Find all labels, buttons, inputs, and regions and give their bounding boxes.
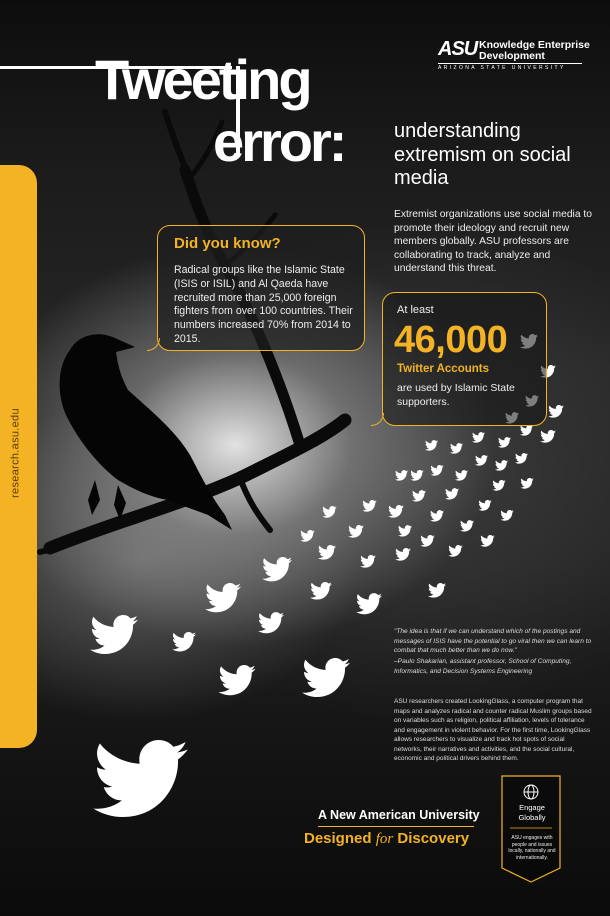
body-text: ASU researchers created LookingGlass, a computer program that maps and analyzes radical and counter radical Muslim groups based on variables such as religion, political affiliation, levels of tolerance and engagement in violent behavior. For the first time, LookingGlass allows researchers to visualize and track hot spots of social networks, their narratives and activities, and the social cultural, economic and political drivers behind them. xyxy=(394,698,592,762)
twitter-bird-icon xyxy=(495,460,508,471)
twitter-bird-icon xyxy=(412,490,426,501)
did-you-know-body: Radical groups like the Islamic State (ISIS or ISIL) and Al Qaeda have recruited more than 25,000 foreign fighters from over 100 countries. Their numbers increased 70% from 2014 to 2015. xyxy=(174,264,353,345)
twitter-bird-icon xyxy=(205,583,241,612)
twitter-bird-icon xyxy=(515,453,528,464)
crow-silhouette xyxy=(60,334,232,530)
logo-line2: Development xyxy=(479,50,545,62)
designed-for-discovery xyxy=(304,830,469,848)
twitter-bird-icon xyxy=(540,430,556,443)
twitter-bird-icon xyxy=(500,510,513,521)
twitter-bird-icon xyxy=(498,437,511,448)
twitter-bird-icon xyxy=(492,480,505,491)
stat-label: Twitter Accounts xyxy=(397,363,490,375)
twitter-bird-icon xyxy=(478,500,491,511)
twitter-bird-icon xyxy=(93,740,188,817)
page-title-line2: error: xyxy=(213,110,345,173)
twitter-bird-icon xyxy=(262,557,292,581)
twitter-bird-icon xyxy=(318,545,336,560)
twitter-bird-icon xyxy=(520,478,533,489)
quote-attribution: –Paulo Shakarian, assistant professor, School of Computing, Informatics, and Decision Systems Engineering xyxy=(394,658,572,675)
twitter-bird-icon xyxy=(475,455,488,466)
twitter-bird-icon xyxy=(520,425,533,436)
twitter-bird-icon xyxy=(448,545,462,557)
twitter-bird-icon xyxy=(302,658,350,697)
twitter-bird-icon xyxy=(472,432,485,443)
twitter-bird-icon xyxy=(420,535,434,547)
twitter-bird-icon xyxy=(410,470,423,481)
twitter-bird-icon xyxy=(322,506,336,518)
badge-title: Engage Globally xyxy=(518,803,546,822)
twitter-bird-icon xyxy=(480,535,494,547)
twitter-bird-icon xyxy=(300,530,314,542)
page-title-line1: Tweeting xyxy=(95,48,310,111)
twitter-bird-icon xyxy=(450,443,463,454)
twitter-bird-icon xyxy=(356,593,382,614)
logo-subline: ARIZONA STATE UNIVERSITY xyxy=(438,65,566,71)
twitter-bird-icon xyxy=(218,665,255,695)
twitter-bird-icon xyxy=(455,470,468,481)
twitter-bird-icon xyxy=(360,555,376,568)
designed-word: Designed xyxy=(304,830,372,847)
twitter-bird-icon xyxy=(348,525,364,538)
twitter-bird-icon xyxy=(430,465,443,476)
asu-logo xyxy=(438,38,588,74)
stat-number: 46,000 xyxy=(394,319,508,361)
page-subtitle: understanding extremism on social media xyxy=(394,120,571,189)
discovery-word: Discovery xyxy=(397,830,470,847)
did-you-know-title: Did you know? xyxy=(174,235,281,252)
twitter-bird-icon xyxy=(258,612,284,633)
twitter-bird-icon xyxy=(395,470,408,481)
twitter-bird-icon xyxy=(395,548,411,561)
twitter-bird-icon xyxy=(172,632,196,652)
twitter-bird-icon xyxy=(362,500,376,512)
logo-line1: Knowledge Enterprise xyxy=(479,39,590,51)
twitter-bird-icon xyxy=(445,488,459,499)
twitter-bird-icon xyxy=(310,582,332,600)
twitter-bird-icon xyxy=(428,583,446,598)
for-word: for xyxy=(375,831,394,847)
quote-text: "The idea is that if we can understand which of the postings and messages of ISIS have the potential to go viral then we can learn to combat that much better than we do now." xyxy=(394,628,592,655)
logo-rule xyxy=(438,63,582,64)
footer-rule xyxy=(318,826,474,827)
twitter-bird-icon xyxy=(425,440,438,451)
site-url[interactable]: research.asu.edu xyxy=(9,408,22,498)
intro-text: Extremist organizations use social media to promote their ideology and recruit new members globally. ASU professors are collaborating to track, analyze and understand this threat. xyxy=(394,209,593,274)
footer-tagline: A New American University xyxy=(318,808,480,822)
engage-globally-badge xyxy=(500,773,563,883)
did-you-know-callout xyxy=(157,225,365,351)
badge-body: ASU engages with people and issues locally, nationally and internationally. xyxy=(508,835,556,861)
logo-mark: ASU xyxy=(438,38,478,60)
stat-pre: At least xyxy=(397,304,434,316)
twitter-bird-icon xyxy=(90,615,138,654)
twitter-bird-icon xyxy=(430,510,444,521)
stat-callout xyxy=(382,292,547,426)
twitter-bird-icon xyxy=(548,405,564,418)
stat-post: are used by Islamic State supporters. xyxy=(397,382,515,408)
twitter-bird-icon xyxy=(398,525,412,536)
twitter-bird-icon xyxy=(388,505,404,518)
twitter-bird-icon xyxy=(460,520,474,531)
